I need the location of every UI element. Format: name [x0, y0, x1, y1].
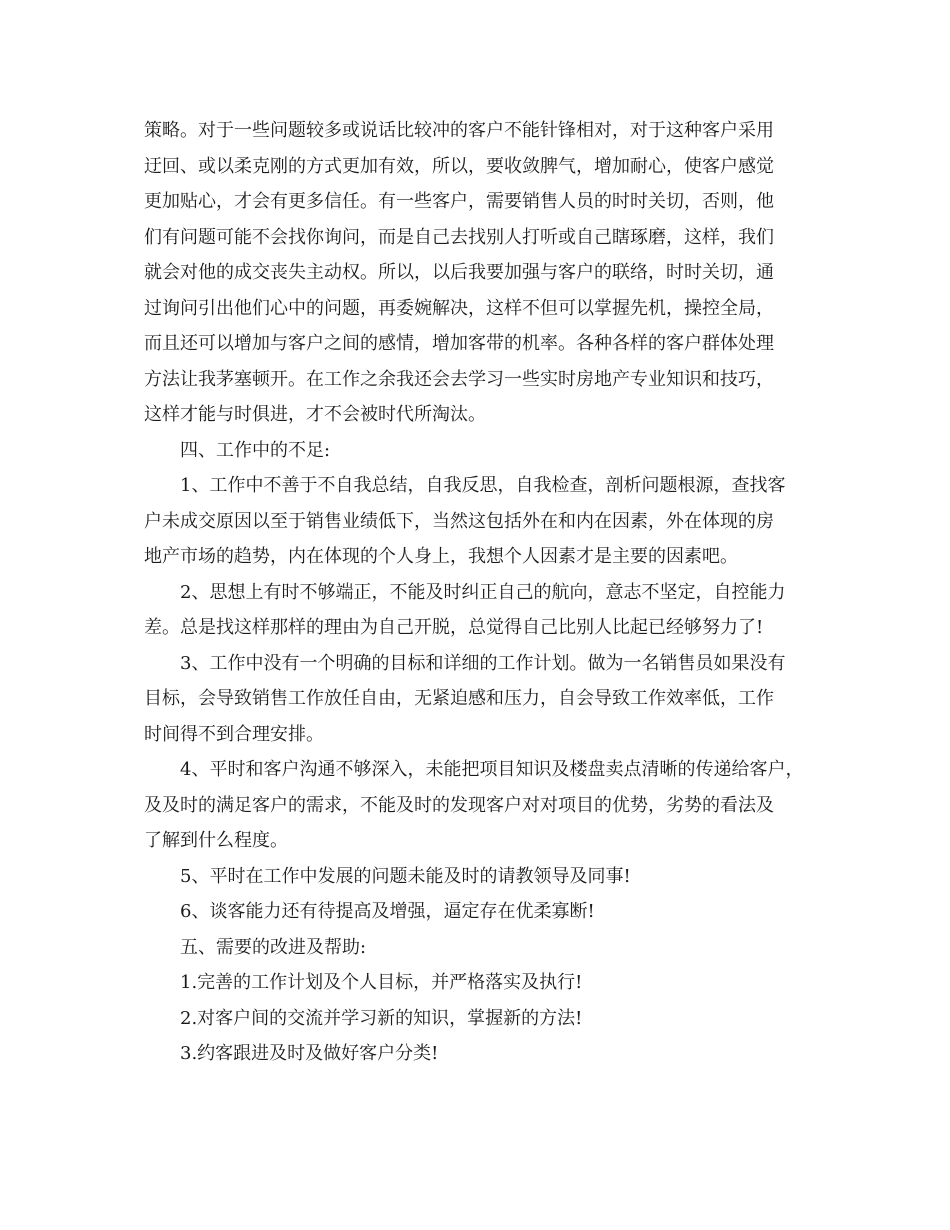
- text-line: 2.对客户间的交流并学习新的知识，掌握新的方法!: [180, 1007, 583, 1029]
- text-line: 策略。对于一些问题较多或说话比较冲的客户不能针锋相对，对于这种客户采用: [144, 120, 774, 141]
- text-line: 差。总是找这样那样的理由为自己开脱，总觉得自己比别人比起已经够努力了!: [144, 617, 764, 638]
- text-line: 5、平时在工作中发展的问题未能及时的请教领导及同事!: [180, 865, 631, 887]
- text-line: 及及时的满足客户的需求，不能及时的发现客户对对项目的优势，劣势的看法及: [144, 794, 774, 816]
- text-line: 方法让我茅塞顿开。在工作之余我还会去学习一些实时房地产专业知识和技巧，: [144, 368, 774, 390]
- text-line: 2、思想上有时不够端正，不能及时纠正自己的航向，意志不坚定，自控能力: [180, 581, 786, 603]
- document-text: [144, 113, 814, 1072]
- text-line: 这样才能与时俱进，才不会被时代所淘汰。: [144, 404, 486, 425]
- text-line: 目标，会导致销售工作放任自由，无紧迫感和压力，自会导致工作效率低，工作: [144, 688, 774, 709]
- text-line: 了解到什么程度。: [144, 830, 288, 851]
- text-line: 更加贴心，才会有更多信任。有一些客户，需要销售人员的时时关切，否则，他: [144, 191, 774, 212]
- text-line: 1、工作中不善于不自我总结，自我反思，自我检查，剖析问题根源，查找客: [180, 475, 786, 496]
- text-line: 4、平时和客户沟通不够深入，未能把项目知识及楼盘卖点清晰的传递给客户，: [180, 759, 804, 780]
- text-line: 就会对他的成交丧失主动权。所以，以后我要加强与客户的联络，时时关切，通: [144, 262, 774, 283]
- text-line: 五、需要的改进及帮助:: [180, 936, 367, 958]
- text-line: 过询问引出他们心中的问题，再委婉解决，这样不但可以掌握先机，操控全局，: [144, 297, 774, 319]
- text-line: 而且还可以增加与客户之间的感情，增加客带的机率。各种各样的客户群体处理: [144, 333, 774, 354]
- document-body: [144, 113, 814, 1072]
- text-line: 地产市场的趋势，内在体现的个人身上，我想个人因素才是主要的因素吧。: [144, 546, 738, 567]
- text-line: 1.完善的工作计划及个人目标，并严格落实及执行!: [180, 972, 583, 993]
- text-line: 3.约客跟进及时及做好客户分类!: [180, 1043, 439, 1064]
- text-line: 们有问题可能不会找你询问，而是自己去找别人打听或自己瞎琢磨，这样，我们: [144, 226, 774, 248]
- text-line: 时间得不到合理安排。: [144, 723, 324, 745]
- text-line: 6、谈客能力还有待提高及增强，逼定存在优柔寡断!: [180, 901, 595, 922]
- text-line: 四、工作中的不足:: [180, 439, 331, 461]
- text-line: 迂回、或以柔克刚的方式更加有效，所以，要收敛脾气，增加耐心，使客户感觉: [144, 155, 774, 177]
- text-line: 户未成交原因以至于销售业绩低下，当然这包括外在和内在因素，外在体现的房: [144, 510, 774, 532]
- text-line: 3、工作中没有一个明确的目标和详细的工作计划。做为一名销售员如果没有: [180, 652, 786, 674]
